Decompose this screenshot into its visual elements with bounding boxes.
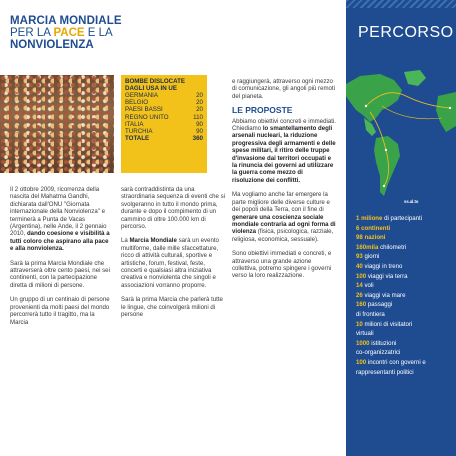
text-column-1 <box>10 186 110 333</box>
paragraph: e raggiungerà, attraverso ogni mezzo di comunicazione, gli angoli più remoti del pianeta. <box>232 78 335 100</box>
route-panel <box>346 0 456 456</box>
page-title <box>10 16 150 51</box>
paragraph: Abbiamo obiettivi concreti e immediati. Chiediamo lo smantellamento degli arsenali nucleari, la riduzione progressiva degli armamenti e delle spese militari, il ritiro delle truppe d'invasione dai territori occupati e la rinuncia dei governi ad utilizzare la guerra come mezzo di risoluzione dei conflitti. <box>232 117 336 184</box>
bombs-table-row: REGNO UNITO 110 <box>125 113 203 121</box>
route-stat: 160mila chilometri <box>356 243 407 251</box>
paragraph: Sarà la prima Marcia Mondiale che attraverserà oltre cento paesi, nei sei continenti, con la partecipazione diretta di milioni di persone. <box>10 259 110 289</box>
route-stat: 100 incontri con governi e <box>356 358 426 366</box>
route-stat: 1000 istituzioni <box>356 339 397 347</box>
bombs-table-row: ITALIA 90 <box>125 120 203 128</box>
world-map-illustration <box>346 66 456 206</box>
bombs-table-row: BELGIO 20 <box>125 99 203 107</box>
bombs-table-header: BOMBE DISLOCATE DAGLI USA IN UE <box>125 78 186 92</box>
paragraph: sarà contraddistinta da una straordinaria sequenza di eventi che si svolgeranno in tutto il mondo prima, durante e dopo il compimento di un cammino di oltre 100.000 km di percorso. <box>121 186 225 231</box>
title-line-2: PER LA PACE E LA <box>10 27 113 39</box>
paragraph: Il 2 ottobre 2009, ricorrenza della nascita del Mahatma Gandhi, dichiarata dall'ONU "Giornata internazionale della Nonviolenza" e terminerà a Punta de Vacas (Argentina), nelle Ande, il 2 gennaio 2010, dando coesione e visibilità a tutti coloro che aspirano alla pace e alla nonviolenza. <box>10 186 110 253</box>
route-stat: co-organizzatrici <box>356 349 401 357</box>
route-stat: 10 milioni di visitatori <box>356 320 413 328</box>
route-stat: 160 passaggi <box>356 301 393 309</box>
title-line-1: MARCIA MONDIALE <box>10 15 122 27</box>
decorative-stripes <box>346 0 456 8</box>
route-stat: 6 continenti <box>356 224 391 232</box>
paragraph: Ma vogliamo anche far emergere la parte migliore delle diverse culture e dei popoli della Terra, con il fine di generare una coscienza sociale mondiale contraria ad ogni forma di violenza (fisica, psicologica, razziale, religiosa, economica, sessuale). <box>232 191 336 243</box>
route-stat: 14 voli <box>356 282 374 290</box>
route-stat: rappresentanti politici <box>356 368 414 376</box>
route-stat: 100 viaggi via terra <box>356 272 408 280</box>
route-stat: 98 nazioni <box>356 234 386 242</box>
text-column-3 <box>232 78 336 287</box>
paragraph: La Marcia Mondiale sarà un evento multiforme, dalle mille sfaccettature, ricco di attività culturali, sportive e artistiche, forum, festival, feste, concerti e qualsiasi altra iniziativa creativa e nonviolenta che singoli e associazioni vorranno proporre. <box>121 237 219 289</box>
paragraph: Sono obiettivi immediati e concreti, e attraverso una grande azione collettiva, potremo spingere i governi verso la loro realizzazione. <box>232 250 332 280</box>
bombs-table-rows <box>125 92 203 135</box>
section-heading: LE PROPOSTE <box>232 105 293 116</box>
title-line-3: NONVIOLENZA <box>10 39 94 51</box>
panel-title: PERCORSO <box>358 24 454 41</box>
route-stat: 40 viaggi in treno <box>356 262 403 270</box>
map-url-label: ss.al.to <box>404 199 419 204</box>
crowd-photo <box>0 75 114 173</box>
route-stat: virtuali <box>356 330 374 338</box>
route-stat: di frontiera <box>356 310 385 318</box>
route-stat: 1 milione di partecipanti <box>356 215 423 222</box>
paragraph: Sarà la prima Marcia che parlerà tutte le lingue, che coinvolgerà milioni di persone <box>121 296 223 319</box>
bombs-table-row: GERMANIA 20 <box>125 92 203 99</box>
paragraph: Un gruppo di un centinaio di persone provenienti da molti paesi del mondo percorrerà tutto il tragitto, ma la Marcia <box>10 296 110 326</box>
bombs-table-row: PAESI BASSI 20 <box>125 106 203 114</box>
route-stat: 93 giorni <box>356 253 380 261</box>
bombs-table-row: TURCHIA 90 <box>125 128 203 136</box>
title-accent-word: PACE <box>53 27 85 39</box>
text-column-2 <box>121 186 225 326</box>
bombs-table <box>121 75 207 173</box>
bombs-table-total: TOTALE 360 <box>125 135 203 143</box>
route-stats-list <box>356 214 456 377</box>
route-stat: 26 viaggi via mare <box>356 291 406 299</box>
